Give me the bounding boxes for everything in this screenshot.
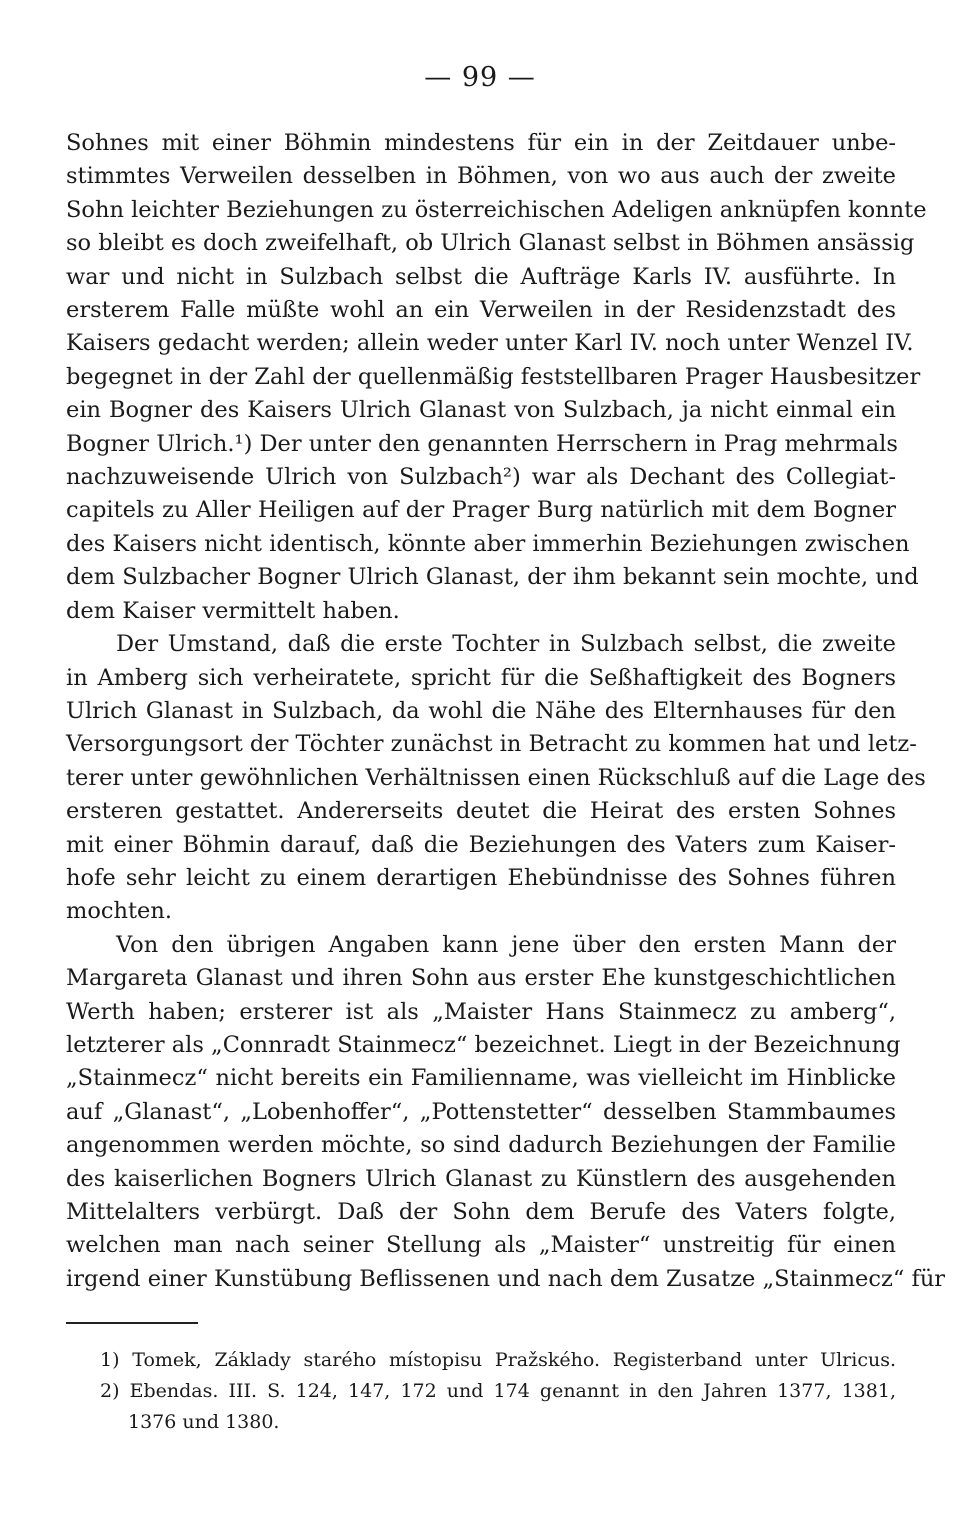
text-line: in Amberg sich verheiratete, spricht für die Seßhaftigkeit des Bogners [66, 664, 896, 691]
text-line: ersterem Falle müßte wohl an ein Verweilen in der Residenzstadt des [66, 297, 896, 324]
footnote-2: 2) Ebendas. III. S. 124, 147, 172 und 174 genannt in den Jahren 1377, 1381, [100, 1380, 896, 1402]
text-line: begegnet in der Zahl der quellenmäßig feststellbaren Prager Hausbesitzer [66, 363, 921, 390]
page-number: — 99 — [424, 62, 536, 93]
body-text [66, 127, 946, 1296]
text-line: Ulrich Glanast in Sulzbach, da wohl die Nähe des Elternhauses für den [66, 697, 896, 724]
text-line: letzterer als „Connradt Stainmecz“ bezeichnet. Liegt in der Bezeichnung [66, 1031, 901, 1058]
text-line: „Stainmecz“ nicht bereits ein Familienname, was vielleicht im Hinblicke [66, 1065, 896, 1092]
text-line: des Kaisers nicht identisch, könnte aber immerhin Beziehungen zwischen [66, 530, 910, 557]
text-line: ersteren gestattet. Andererseits deutet die Heirat des ersten Sohnes [66, 798, 896, 825]
text-line: Sohn leichter Beziehungen zu österreichischen Adeligen anknüpfen konnte [66, 196, 927, 223]
text-line: Kaisers gedacht werden; allein weder unter Karl IV. noch unter Wenzel IV. [66, 330, 914, 357]
text-line: Werth haben; ersterer ist als „Maister Hans Stainmecz zu amberg“, [66, 998, 896, 1025]
text-line: capitels zu Aller Heiligen auf der Prager Burg natürlich mit dem Bogner [66, 497, 896, 524]
text-line: des kaiserlichen Bogners Ulrich Glanast zu Künstlern des ausgehenden [66, 1165, 896, 1192]
text-line: hofe sehr leicht zu einem derartigen Ehebündnisse des Sohnes führen [66, 864, 896, 891]
text-line: Versorgungsort der Töchter zunächst in Betracht zu kommen hat und letz- [66, 731, 917, 758]
footnote-divider [66, 1322, 198, 1324]
text-line: mit einer Böhmin darauf, daß die Beziehungen des Vaters zum Kaiser- [66, 831, 896, 858]
text-line: Der Umstand, daß die erste Tochter in Sulzbach selbst, die zweite [116, 631, 896, 658]
text-line: auf „Glanast“, „Lobenhoffer“, „Pottenstetter“ desselben Stammbaumes [66, 1098, 896, 1125]
footnote-2-continued: 1376 und 1380. [128, 1411, 280, 1433]
text-line: dem Kaiser vermittelt haben. [66, 597, 400, 624]
text-line: terer unter gewöhnlichen Verhältnissen einen Rückschluß auf die Lage des [66, 764, 926, 791]
text-line: mochten. [66, 898, 172, 925]
text-line: stimmtes Verweilen desselben in Böhmen, von wo aus auch der zweite [66, 163, 896, 190]
footnote-1: 1) Tomek, Základy starého místopisu Pražského. Registerband unter Ulricus. [100, 1349, 896, 1371]
text-line: war und nicht in Sulzbach selbst die Aufträge Karls IV. ausführte. In [66, 263, 896, 290]
text-line: angenommen werden möchte, so sind dadurch Beziehungen der Familie [66, 1132, 896, 1159]
text-line: Sohnes mit einer Böhmin mindestens für ein in der Zeitdauer unbe- [66, 130, 896, 156]
text-line: so bleibt es doch zweifelhaft, ob Ulrich Glanast selbst in Böhmen ansässig [66, 230, 915, 257]
text-line: Margareta Glanast und ihren Sohn aus erster Ehe kunstgeschichtlichen [66, 965, 896, 992]
text-line: welchen man nach seiner Stellung als „Maister“ unstreitig für einen [66, 1232, 896, 1259]
text-line: Von den übrigen Angaben kann jene über den ersten Mann der [116, 931, 896, 958]
text-line: nachzuweisende Ulrich von Sulzbach²) war als Dechant des Collegiat- [66, 464, 896, 491]
footnotes [100, 1345, 896, 1438]
text-line: dem Sulzbacher Bogner Ulrich Glanast, der ihm bekannt sein mochte, und [66, 564, 919, 591]
text-line: Bogner Ulrich.¹) Der unter den genannten Herrschern in Prag mehrmals [66, 430, 898, 457]
text-line: ein Bogner des Kaisers Ulrich Glanast von Sulzbach, ja nicht einmal ein [66, 397, 896, 424]
text-line: Mittelalters verbürgt. Daß der Sohn dem Berufe des Vaters folgte, [66, 1199, 896, 1225]
text-line: irgend einer Kunstübung Beflissenen und nach dem Zusatze „Stainmecz“ für [66, 1265, 946, 1292]
